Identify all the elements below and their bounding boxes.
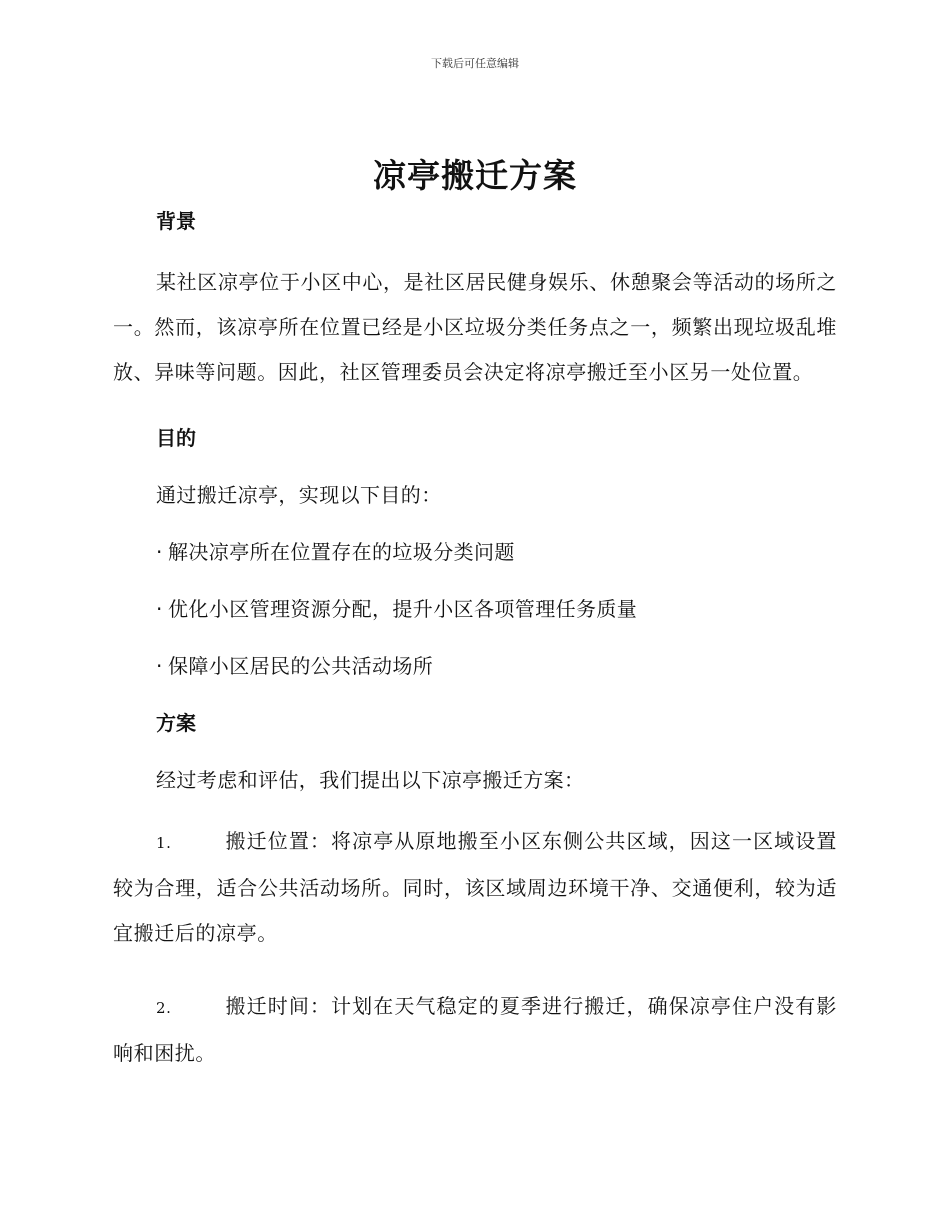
- section-heading-plan: 方案: [156, 711, 196, 735]
- section-heading-background: 背景: [156, 209, 196, 233]
- plan-item-text: 搬迁位置：将凉亭从原地搬至小区东侧公共区域，因这一区域设置较为合理，适合公共活动场所。同时，该区域周边环境干净、交通便利，较为适宜搬迁后的凉亭。: [113, 829, 837, 945]
- bullet-dot: ·: [156, 540, 163, 564]
- purpose-intro: 通过搬迁凉亭，实现以下目的：: [156, 483, 442, 507]
- plan-item-number: 1.: [156, 834, 172, 852]
- header-note: 下载后可任意编辑: [431, 57, 519, 70]
- document-title: 凉亭搬迁方案: [373, 156, 577, 195]
- plan-intro: 经过考虑和评估，我们提出以下凉亭搬迁方案：: [156, 768, 585, 792]
- bullet-text: 优化小区管理资源分配，提升小区各项管理任务质量: [168, 597, 638, 621]
- bullet-dot: ·: [156, 597, 163, 621]
- plan-item: [113, 984, 837, 1076]
- purpose-bullet: [156, 651, 837, 681]
- bullet-text: 保障小区居民的公共活动场所: [168, 654, 434, 678]
- purpose-bullet: [156, 594, 837, 624]
- section-heading-purpose: 目的: [156, 426, 196, 450]
- bullet-text: 解决凉亭所在位置存在的垃圾分类问题: [168, 540, 515, 564]
- purpose-bullet: [156, 537, 837, 567]
- background-paragraph: 某社区凉亭位于小区中心，是社区居民健身娱乐、休憩聚会等活动的场所之一。然而，该凉亭所在位置已经是小区垃圾分类任务点之一，频繁出现垃圾乱堆放、异味等问题。因此，社区管理委员会决定将凉亭搬迁至小区另一处位置。: [113, 270, 837, 384]
- document-body: [113, 206, 837, 1076]
- plan-item: [113, 819, 837, 956]
- plan-item-text: 搬迁时间：计划在天气稳定的夏季进行搬迁，确保凉亭住户没有影响和困扰。: [113, 994, 837, 1065]
- bullet-dot: ·: [156, 654, 163, 678]
- plan-item-number: 2.: [156, 999, 172, 1017]
